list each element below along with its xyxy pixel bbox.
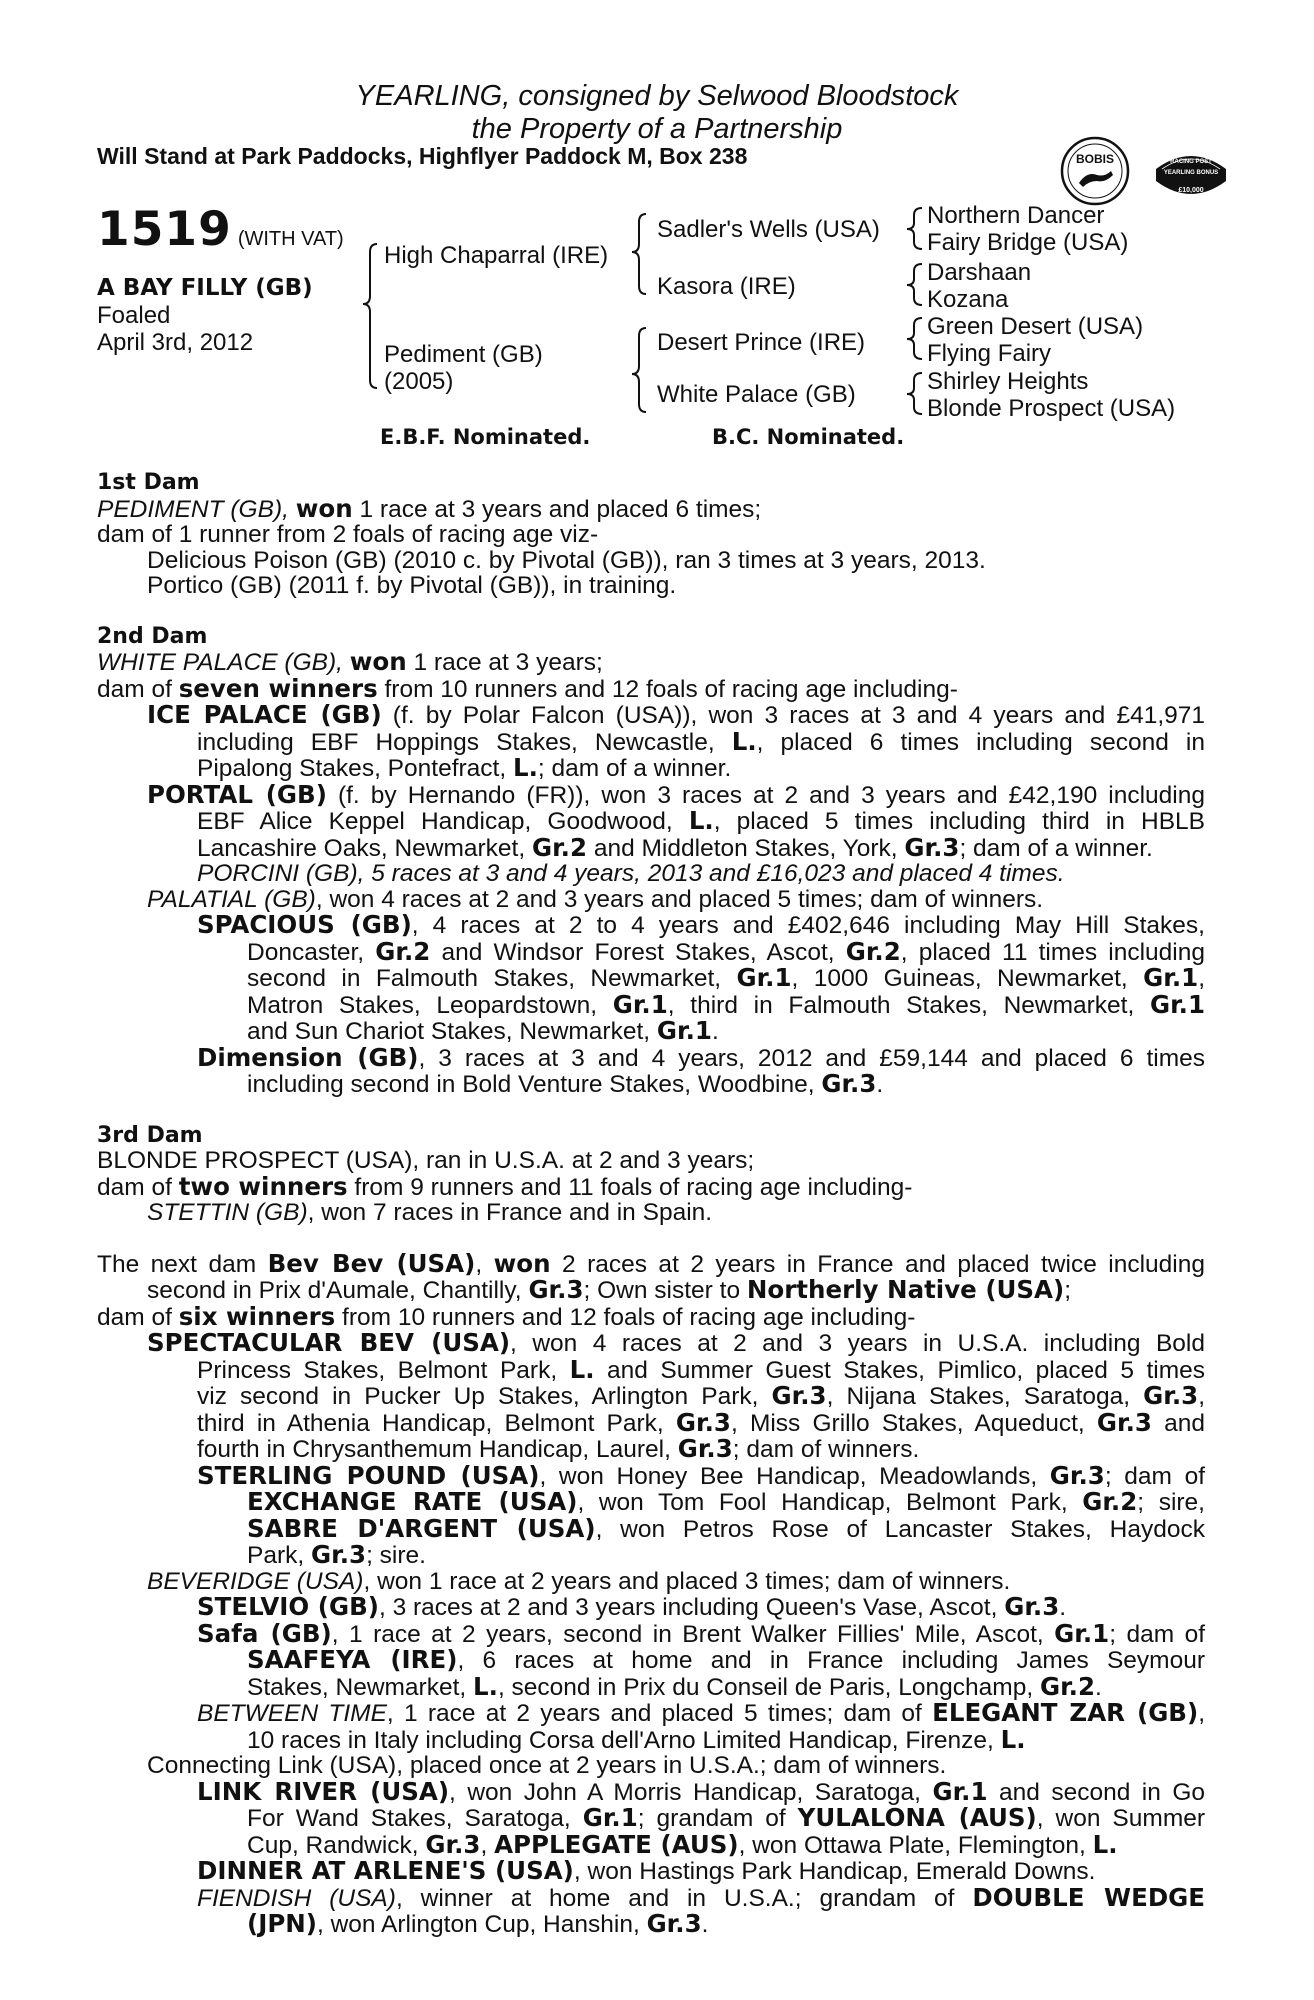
next-dam-section: The next dam Bev Bev (USA), won 2 races at 2 years in France and placed twice including second in Prix d'Aumale, Chantilly, Gr.3; Own sister to Northerly Native (USA); dam of six winners from 10 runners and 12 foals of racing age including- SPECTACULAR BEV (USA), won 4 races at 2 and 3 years in U.S.A. including Bold Princess Stakes, Belmont Park, L. and Summer Guest Stakes, Pimlico, placed 5 times viz second in Pucker Up Stakes, Arlington Park, Gr.3, Nijana Stakes, Saratoga, Gr.3, third in Athenia Handicap, Belmont Park, Gr.3, Miss Grillo Stakes, Aqueduct, Gr.3 and fourth in Chrysanthemum Handicap, Laurel, Gr.3; dam of winners. STERLING POUND (USA), won Honey Bee Handicap, Meadowlands, Gr.3; dam of EXCHANGE RATE (USA), won Tom Fool Handicap, Belmont Park, Gr.2; sire, SABRE D'ARGENT (USA), won Petros Rose of Lancaster Stakes, Haydock Park, Gr.3; sire. BEVERIDGE (USA), won 1 race at 2 years and placed 3 times; dam of winners. STELVIO (GB), 3 races at 2 and 3 years including Queen's Vase, Ascot, Gr.3. Safa (GB), 1 race at 2 years, second in Brent Walker Fillies' Mile, Ascot, Gr.1; dam of SAAFEYA (IRE), 6 races at home and in France including James Seymour Stakes, Newmarket, L., second in Prix du Conseil de Paris, Longchamp, Gr.2. BETWEEN TIME, 1 race at 2 years and placed 5 times; dam of ELEGANT ZAR (GB), 10 races in Italy including Corsa dell'Arno Limited Handicap, Firenze, L. Connecting Link (USA), placed once at 2 years in U.S.A.; dam of winners. LINK RIVER (USA), won John A Morris Handicap, Saratoga, Gr.1 and second in Go For Wand Stakes, Saratoga, Gr.1; grandam of YULALONA (AUS), won Summer Cup, Randwick, Gr.3, APPLEGATE (AUS), won Ottawa Plate, Flemington, L. DINNER AT ARLENE'S (USA), won Hastings Park Handicap, Emerald Downs. FIENDISH (USA), winner at home and in U.S.A.; grandam of DOUBLE WEDGE (JPN), won Arlington Cup, Hanshin, Gr.3. bbox=[97, 1248, 1206, 1938]
second-dam-name: WHITE PALACE (GB) bbox=[97, 649, 337, 676]
g3-kozana: Kozana bbox=[927, 286, 1009, 313]
entry-connecting-link: Connecting Link (USA), placed once at 2 years in U.S.A.; dam of winners. bbox=[147, 1752, 947, 1779]
entry-exchange-rate: EXCHANGE RATE (USA), won Tom Fool Handicap, Belmont Park, Gr.2; sire, bbox=[247, 1487, 1205, 1516]
g3-fairy-bridge: Fairy Bridge (USA) bbox=[927, 229, 1129, 256]
g3-green-desert: Green Desert (USA) bbox=[927, 313, 1144, 340]
g3-northern-dancer: Northern Dancer bbox=[927, 202, 1105, 229]
foaled-date: April 3rd, 2012 bbox=[97, 329, 254, 356]
bobis-label: BOBIS bbox=[1075, 152, 1115, 166]
entry-stettin: STETTIN (GB), won 7 races in France and in Spain. bbox=[147, 1199, 713, 1226]
second-dam-heading: 2nd Dam bbox=[97, 623, 208, 649]
entry-stelvio: STELVIO (GB), 3 races at 2 and 3 years including Queen's Vase, Ascot, Gr.3. bbox=[197, 1592, 1067, 1621]
entry-beveridge: BEVERIDGE (USA), won 1 race at 2 years and placed 3 times; dam of winners. bbox=[147, 1567, 1011, 1595]
entry-link-river: LINK RIVER (USA), won John A Morris Handicap, Saratoga, Gr.1 and second in Go bbox=[197, 1776, 1206, 1806]
consignor-line: YEARLING, consigned by Selwood Bloodstock bbox=[355, 80, 959, 112]
entry-ice-palace: ICE PALACE (GB) (f. by Polar Falcon (USA)), won 3 races at 3 and 4 years and £41,971 bbox=[147, 700, 1206, 729]
g3-flying-fairy: Flying Fairy bbox=[927, 340, 1052, 367]
yearling-bonus-label: YEARLING BONUS bbox=[1163, 170, 1219, 176]
dam-name: Pediment (GB) bbox=[384, 341, 543, 368]
g3-blonde-prospect: Blonde Prospect (USA) bbox=[927, 395, 1176, 422]
sire-name: High Chaparral (IRE) bbox=[384, 242, 609, 269]
entry-dimension: Dimension (GB), 3 races at 3 and 4 years, 2012 and £59,144 and placed 6 times bbox=[197, 1042, 1205, 1072]
g3-shirley-heights: Shirley Heights bbox=[927, 368, 1089, 395]
third-dam-section: 3rd Dam BLONDE PROSPECT (USA), ran in U.S.A. at 2 and 3 years; dam of two winners from 9 runners and 11 foals of racing age including- STETTIN (GB), won 7 races in France and in Spain. bbox=[97, 1123, 1205, 1226]
entry-dinner-at-arlenes: DINNER AT ARLENE'S (USA), won Hastings Park Handicap, Emerald Downs. bbox=[197, 1856, 1096, 1885]
ebf-nominated: E.B.F. Nominated. bbox=[380, 425, 591, 449]
g3-darshaan: Darshaan bbox=[927, 259, 1032, 286]
sire-sire: Sadler's Wells (USA) bbox=[657, 216, 880, 243]
lot-number: 1519 bbox=[97, 202, 232, 257]
entry-palatial: PALATIAL (GB), won 4 races at 2 and 3 years and placed 5 times; dam of winners. bbox=[147, 885, 1044, 913]
entry-between-time: BETWEEN TIME, 1 race at 2 years and placed 5 times; dam of ELEGANT ZAR (GB), bbox=[197, 1698, 1205, 1727]
foaled-label: Foaled bbox=[97, 302, 171, 329]
sire-dam: Kasora (IRE) bbox=[657, 273, 796, 300]
racing-post-label: RACING POST bbox=[1170, 159, 1212, 165]
property-line: the Property of a Partnership bbox=[471, 113, 843, 145]
bonus-amount: £10,000 bbox=[1178, 187, 1204, 194]
dam-dam: White Palace (GB) bbox=[657, 381, 856, 408]
first-dam-heading: 1st Dam bbox=[97, 470, 200, 495]
stand-location: Will Stand at Park Paddocks, Highflyer Paddock M, Box 238 bbox=[97, 143, 748, 169]
second-dam-section: 2nd Dam WHITE PALACE (GB), won 1 race at 3 years; dam of seven winners from 10 runners and 12 foals of racing age including- ICE PALACE (GB) (f. by Polar Falcon (USA)), won 3 races at 3 and 4 years and £41,971 including EBF Hoppings Stakes, Newcastle, L., placed 6 times including second in Pipalong Stakes, Pontefract, L.; dam of a winner. PORTAL (GB) (f. by Hernando (FR)), won 3 races at 2 and 3 years and £42,190 including EBF Alice Keppel Handicap, Goodwood, L., placed 5 times including third in HBLB Lancashire Oaks, Newmarket, Gr.2 and Middleton Stakes, York, Gr.3; dam of a winner. PORCINI (GB), 5 races at 3 and 4 years, 2013 and £16,023 and placed 4 times. PALATIAL (GB), won 4 races at 2 and 3 years and placed 5 times; dam of winners. SPACIOUS (GB), 4 races at 2 to 4 years and £402,646 including May Hill Stakes, Doncaster, Gr.2 and Windsor Forest Stakes, Ascot, Gr.2, placed 11 times including second in Falmouth Stakes, Newmarket, Gr.1, 1000 Guineas, Newmarket, Gr.1, Matron Stakes, Leopardstown, Gr.1, third in Falmouth Stakes, Newmarket, Gr.1 and Sun Chariot Stakes, Newmarket, Gr.1. Dimension (GB), 3 races at 3 and 4 years, 2012 and £59,144 and placed 6 times including second in Bold Venture Stakes, Woodbine, Gr.3. bbox=[97, 623, 1206, 1098]
vat-note: (WITH VAT) bbox=[237, 228, 344, 250]
dam-sire: Desert Prince (IRE) bbox=[657, 329, 866, 356]
entry-porcini: PORCINI (GB), 5 races at 3 and 4 years, 2013 and £16,023 and placed 4 times. bbox=[197, 860, 1065, 887]
third-dam-name: BLONDE PROSPECT (USA), ran in U.S.A. at 2 and 3 years; bbox=[97, 1147, 755, 1174]
entry-saafeya: SAAFEYA (IRE), 6 races at home and in France including James Seymour bbox=[247, 1645, 1205, 1674]
third-dam-heading: 3rd Dam bbox=[97, 1122, 203, 1148]
bc-nominated: B.C. Nominated. bbox=[712, 425, 905, 449]
entry-spacious: SPACIOUS (GB), 4 races at 2 to 4 years and £402,646 including May Hill Stakes, bbox=[197, 910, 1205, 939]
entry-sabre-dargent: SABRE D'ARGENT (USA), won Petros Rose of Lancaster Stakes, Haydock bbox=[247, 1513, 1205, 1543]
entry-sterling-pound: STERLING POUND (USA), won Honey Bee Handicap, Meadowlands, Gr.3; dam of bbox=[197, 1460, 1206, 1490]
entry-spectacular-bev: SPECTACULAR BEV (USA), won 4 races at 2 and 3 years in U.S.A. including Bold bbox=[147, 1328, 1205, 1357]
produce-portico: Portico (GB) (2011 f. by Pivotal (GB)), in training. bbox=[147, 572, 677, 599]
first-dam-section: 1st Dam PEDIMENT (GB), won 1 race at 3 years and placed 6 times; dam of 1 runner from 2 foals of racing age viz- Delicious Poison (GB) (2010 c. by Pivotal (GB)), ran 3 times at 3 years, 2013. Portico (GB) (2011 f. by Pivotal (GB)), in training. bbox=[97, 470, 1205, 599]
lot-description: A BAY FILLY (GB) bbox=[97, 275, 313, 301]
entry-fiendish: FIENDISH (USA), winner at home and in U.S.A.; grandam of DOUBLE WEDGE bbox=[197, 1882, 1205, 1912]
produce-delicious-poison: Delicious Poison (GB) (2010 c. by Pivotal (GB)), ran 3 times at 3 years, 2013. bbox=[147, 546, 986, 574]
first-dam-name: PEDIMENT (GB) bbox=[97, 495, 283, 523]
family-notes bbox=[97, 470, 1205, 1963]
entry-safa: Safa (GB), 1 race at 2 years, second in Brent Walker Fillies' Mile, Ascot, Gr.1; dam of bbox=[197, 1618, 1206, 1648]
dam-year: (2005) bbox=[384, 368, 454, 395]
entry-portal: PORTAL (GB) (f. by Hernando (FR)), won 3 races at 2 and 3 years and £42,190 including bbox=[147, 779, 1205, 809]
